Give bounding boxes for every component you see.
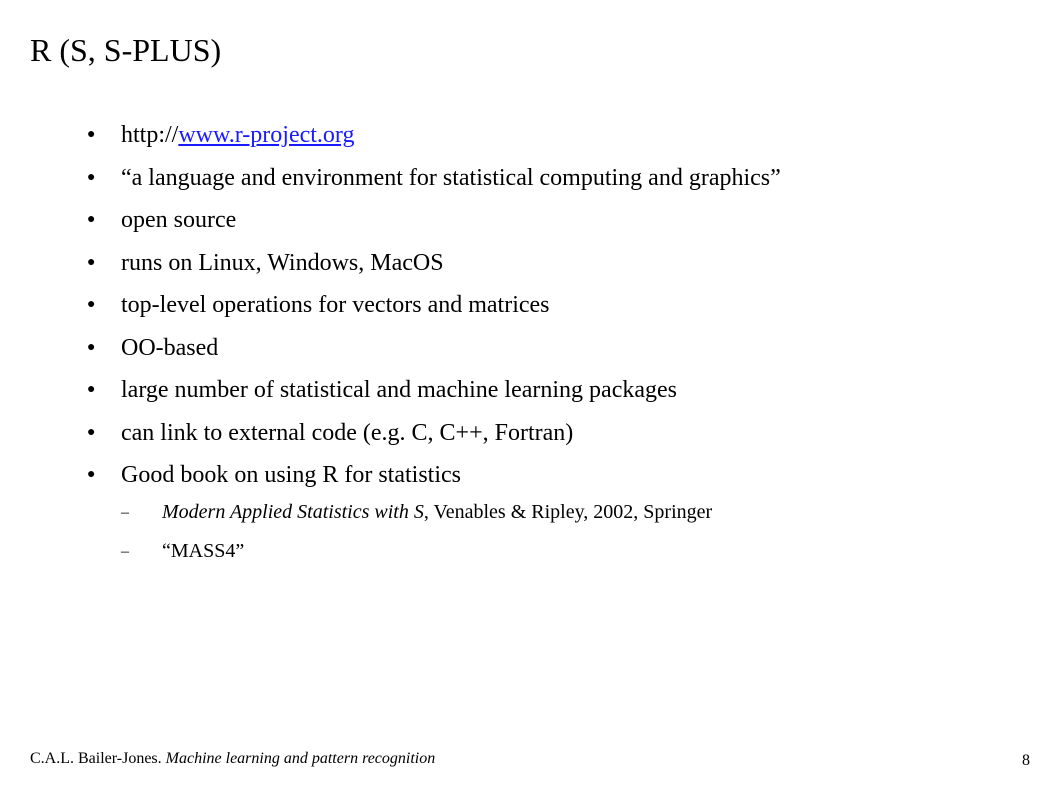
bullet-book	[87, 459, 1027, 564]
sub-bullet-book-title	[121, 499, 1027, 525]
bullet-oo-based	[87, 332, 1027, 364]
bullet-text: top-level operations for vectors and matrices	[121, 292, 550, 318]
bullet-external-code	[87, 417, 1027, 449]
bullet-definition	[87, 162, 1027, 194]
sub-bullet-list	[121, 499, 1027, 564]
slide-title: R (S, S-PLUS)	[30, 32, 222, 68]
footer-credit	[30, 748, 435, 770]
bullet-marker: ●	[87, 127, 96, 142]
sub-bullet-marker: –	[121, 504, 129, 521]
bullet-marker: ●	[87, 254, 96, 270]
bullet-text: Good book on using R for statistics	[121, 462, 461, 488]
sub-bullet-marker: –	[121, 543, 129, 560]
url-prefix: http://	[121, 122, 179, 148]
bullet-marker: ●	[87, 339, 96, 355]
bullet-marker: ●	[87, 297, 96, 312]
bullet-platforms	[87, 247, 1027, 279]
sub-bullet-mass4	[121, 538, 1027, 564]
bullet-url	[87, 119, 1027, 151]
bullet-marker: ●	[87, 467, 96, 482]
bullet-text: OO-based	[121, 334, 219, 361]
bullet-text: can link to external code (e.g. C, C++, Fortran)	[121, 419, 574, 446]
bullet-packages	[87, 374, 1027, 406]
footer-course: Machine learning and pattern recognition	[165, 750, 436, 767]
footer-author: C.A.L. Bailer-Jones.	[30, 750, 162, 767]
bullet-text: runs on Linux, Windows, MacOS	[121, 249, 444, 276]
bullet-text: open source	[121, 207, 237, 233]
page-number: 8	[1022, 752, 1030, 769]
bullet-text: “a language and environment for statistical computing and graphics”	[121, 164, 781, 191]
bullet-marker: ●	[87, 382, 96, 397]
book-title: Modern Applied Statistics with S	[162, 501, 424, 523]
book-details: , Venables & Ripley, 2002, Springer	[423, 501, 713, 523]
bullet-marker: ●	[87, 169, 96, 185]
bullet-list	[87, 119, 1027, 577]
bullet-open-source	[87, 204, 1027, 236]
bullet-text: large number of statistical and machine learning packages	[121, 377, 678, 403]
bullet-marker: ●	[87, 212, 96, 227]
bullet-marker: ●	[87, 424, 96, 440]
r-project-link[interactable]: www.r-project.org	[178, 122, 355, 148]
bullet-operations	[87, 289, 1027, 321]
sub-bullet-text: “MASS4”	[162, 540, 245, 562]
